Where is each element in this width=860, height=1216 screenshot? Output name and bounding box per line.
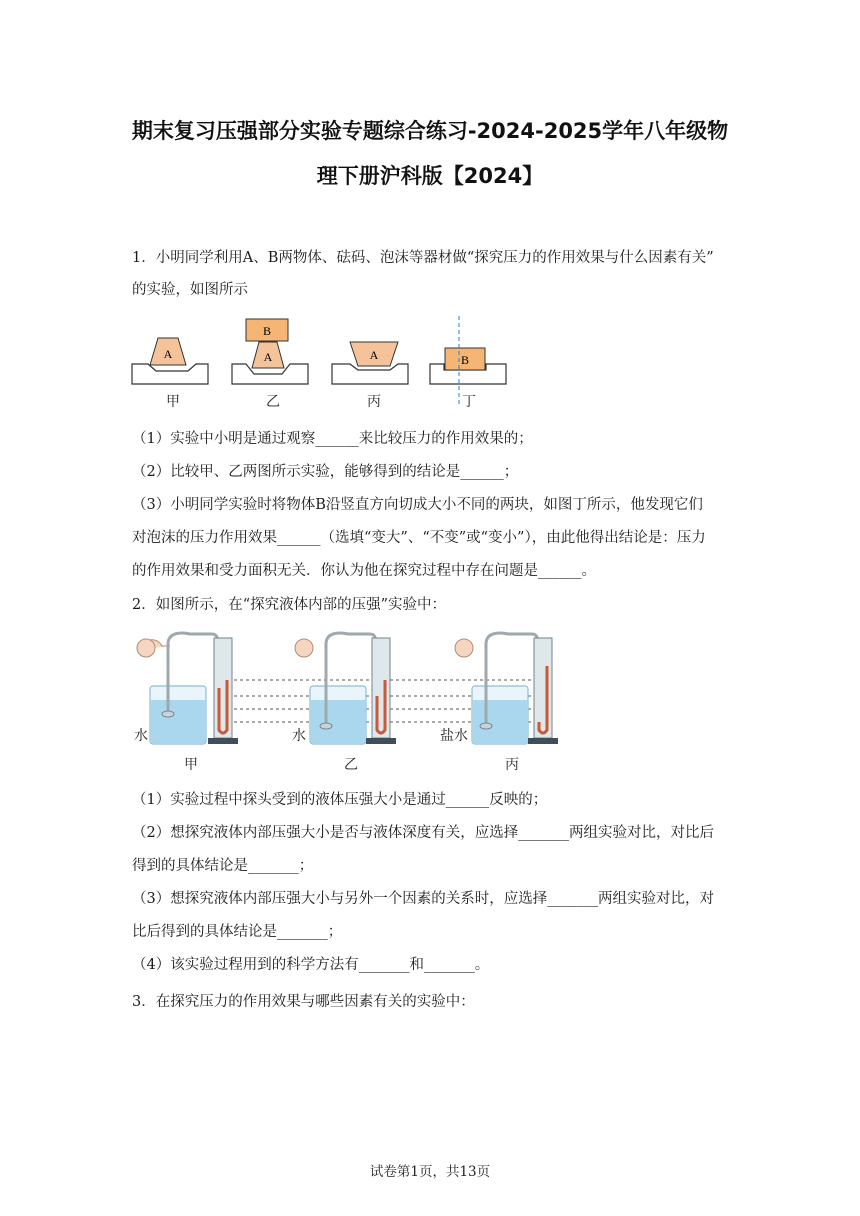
- block-a-label: A: [163, 347, 173, 361]
- fig1-label-bing: 丙: [367, 394, 381, 410]
- block-b-label: B: [262, 324, 272, 338]
- document-title-line-1: 期末复习压强部分实验专题综合练习-2024-2025学年八年级物: [131, 119, 729, 143]
- fig2-label-jia: 甲: [184, 757, 198, 773]
- pressure-setup-bing: [455, 633, 558, 744]
- fig2-label-yi: 乙: [344, 757, 358, 773]
- fig2-label-bing: 丙: [505, 757, 519, 773]
- pressure-setup-jia: [137, 633, 238, 744]
- q2-sub-3-line-1: （3）想探究液体内部压强大小与另外一个因素的关系时，应选择_______两组实验对比，对: [132, 891, 714, 907]
- q1-sub-2: （2）比较甲、乙两图所示实验，能够得到的结论是______；: [132, 464, 519, 480]
- fig1-label-jia: 甲: [166, 394, 180, 410]
- foam-setup-yi: [232, 319, 308, 384]
- pressure-setup-yi: [295, 633, 396, 744]
- q2-sub-3-line-2: 比后得到的具体结论是_______；: [132, 924, 343, 940]
- q1-sub-3-line-1: （3）小明同学实验时将物体B沿竖直方向切成大小不同的两块，如图丁所示，他发现它们: [132, 497, 703, 513]
- foam-setup-bing: [332, 342, 408, 384]
- foam-setup-jia: [132, 338, 208, 384]
- q1-intro-line-2: 的实验，如图所示: [132, 282, 248, 298]
- q2-sub-4: （4）该实验过程用到的科学方法有_______和_______。: [132, 957, 490, 973]
- liquid-label-jia: 水: [134, 728, 148, 744]
- fig1-label-yi: 乙: [266, 394, 280, 410]
- q2-sub-2-line-2: 得到的具体结论是_______；: [132, 858, 314, 874]
- liquid-label-bing: 盐水: [440, 728, 468, 744]
- fig1-label-ding: 丁: [462, 394, 476, 410]
- q3-intro: 3．在探究压力的作用效果与哪些因素有关的实验中：: [132, 994, 475, 1010]
- q1-sub-3-line-2: 对泡沫的压力作用效果______（选填“变大”、“不变”或“变小”），由此他得出结论是：压力: [132, 530, 706, 546]
- q1-sub-1: （1）实验中小明是通过观察______来比较压力的作用效果的；: [132, 431, 533, 447]
- q1-intro-line-1: 1．小明同学利用A、B两物体、砝码、泡沫等器材做“探究压力的作用效果与什么因素有关”: [132, 250, 714, 266]
- q1-sub-3-line-3: 的作用效果和受力面积无关．你认为他在探究过程中存在问题是______。: [132, 563, 596, 579]
- q2-intro: 2．如图所示，在“探究液体内部的压强”实验中：: [132, 597, 447, 613]
- block-a-label: A: [369, 348, 379, 362]
- block-b-label: B: [460, 353, 470, 367]
- block-a-label: A: [263, 350, 273, 364]
- page-footer: 试卷第1页，共13页: [369, 1164, 491, 1180]
- q2-sub-2-line-1: （2）想探究液体内部压强大小是否与液体深度有关，应选择_______两组实验对比，对比后: [132, 825, 714, 841]
- liquid-label-yi: 水: [292, 728, 306, 744]
- document-title-line-2: 理下册沪科版【2024】: [316, 164, 544, 188]
- q2-sub-1: （1）实验过程中探头受到的液体压强大小是通过______反映的；: [132, 792, 548, 808]
